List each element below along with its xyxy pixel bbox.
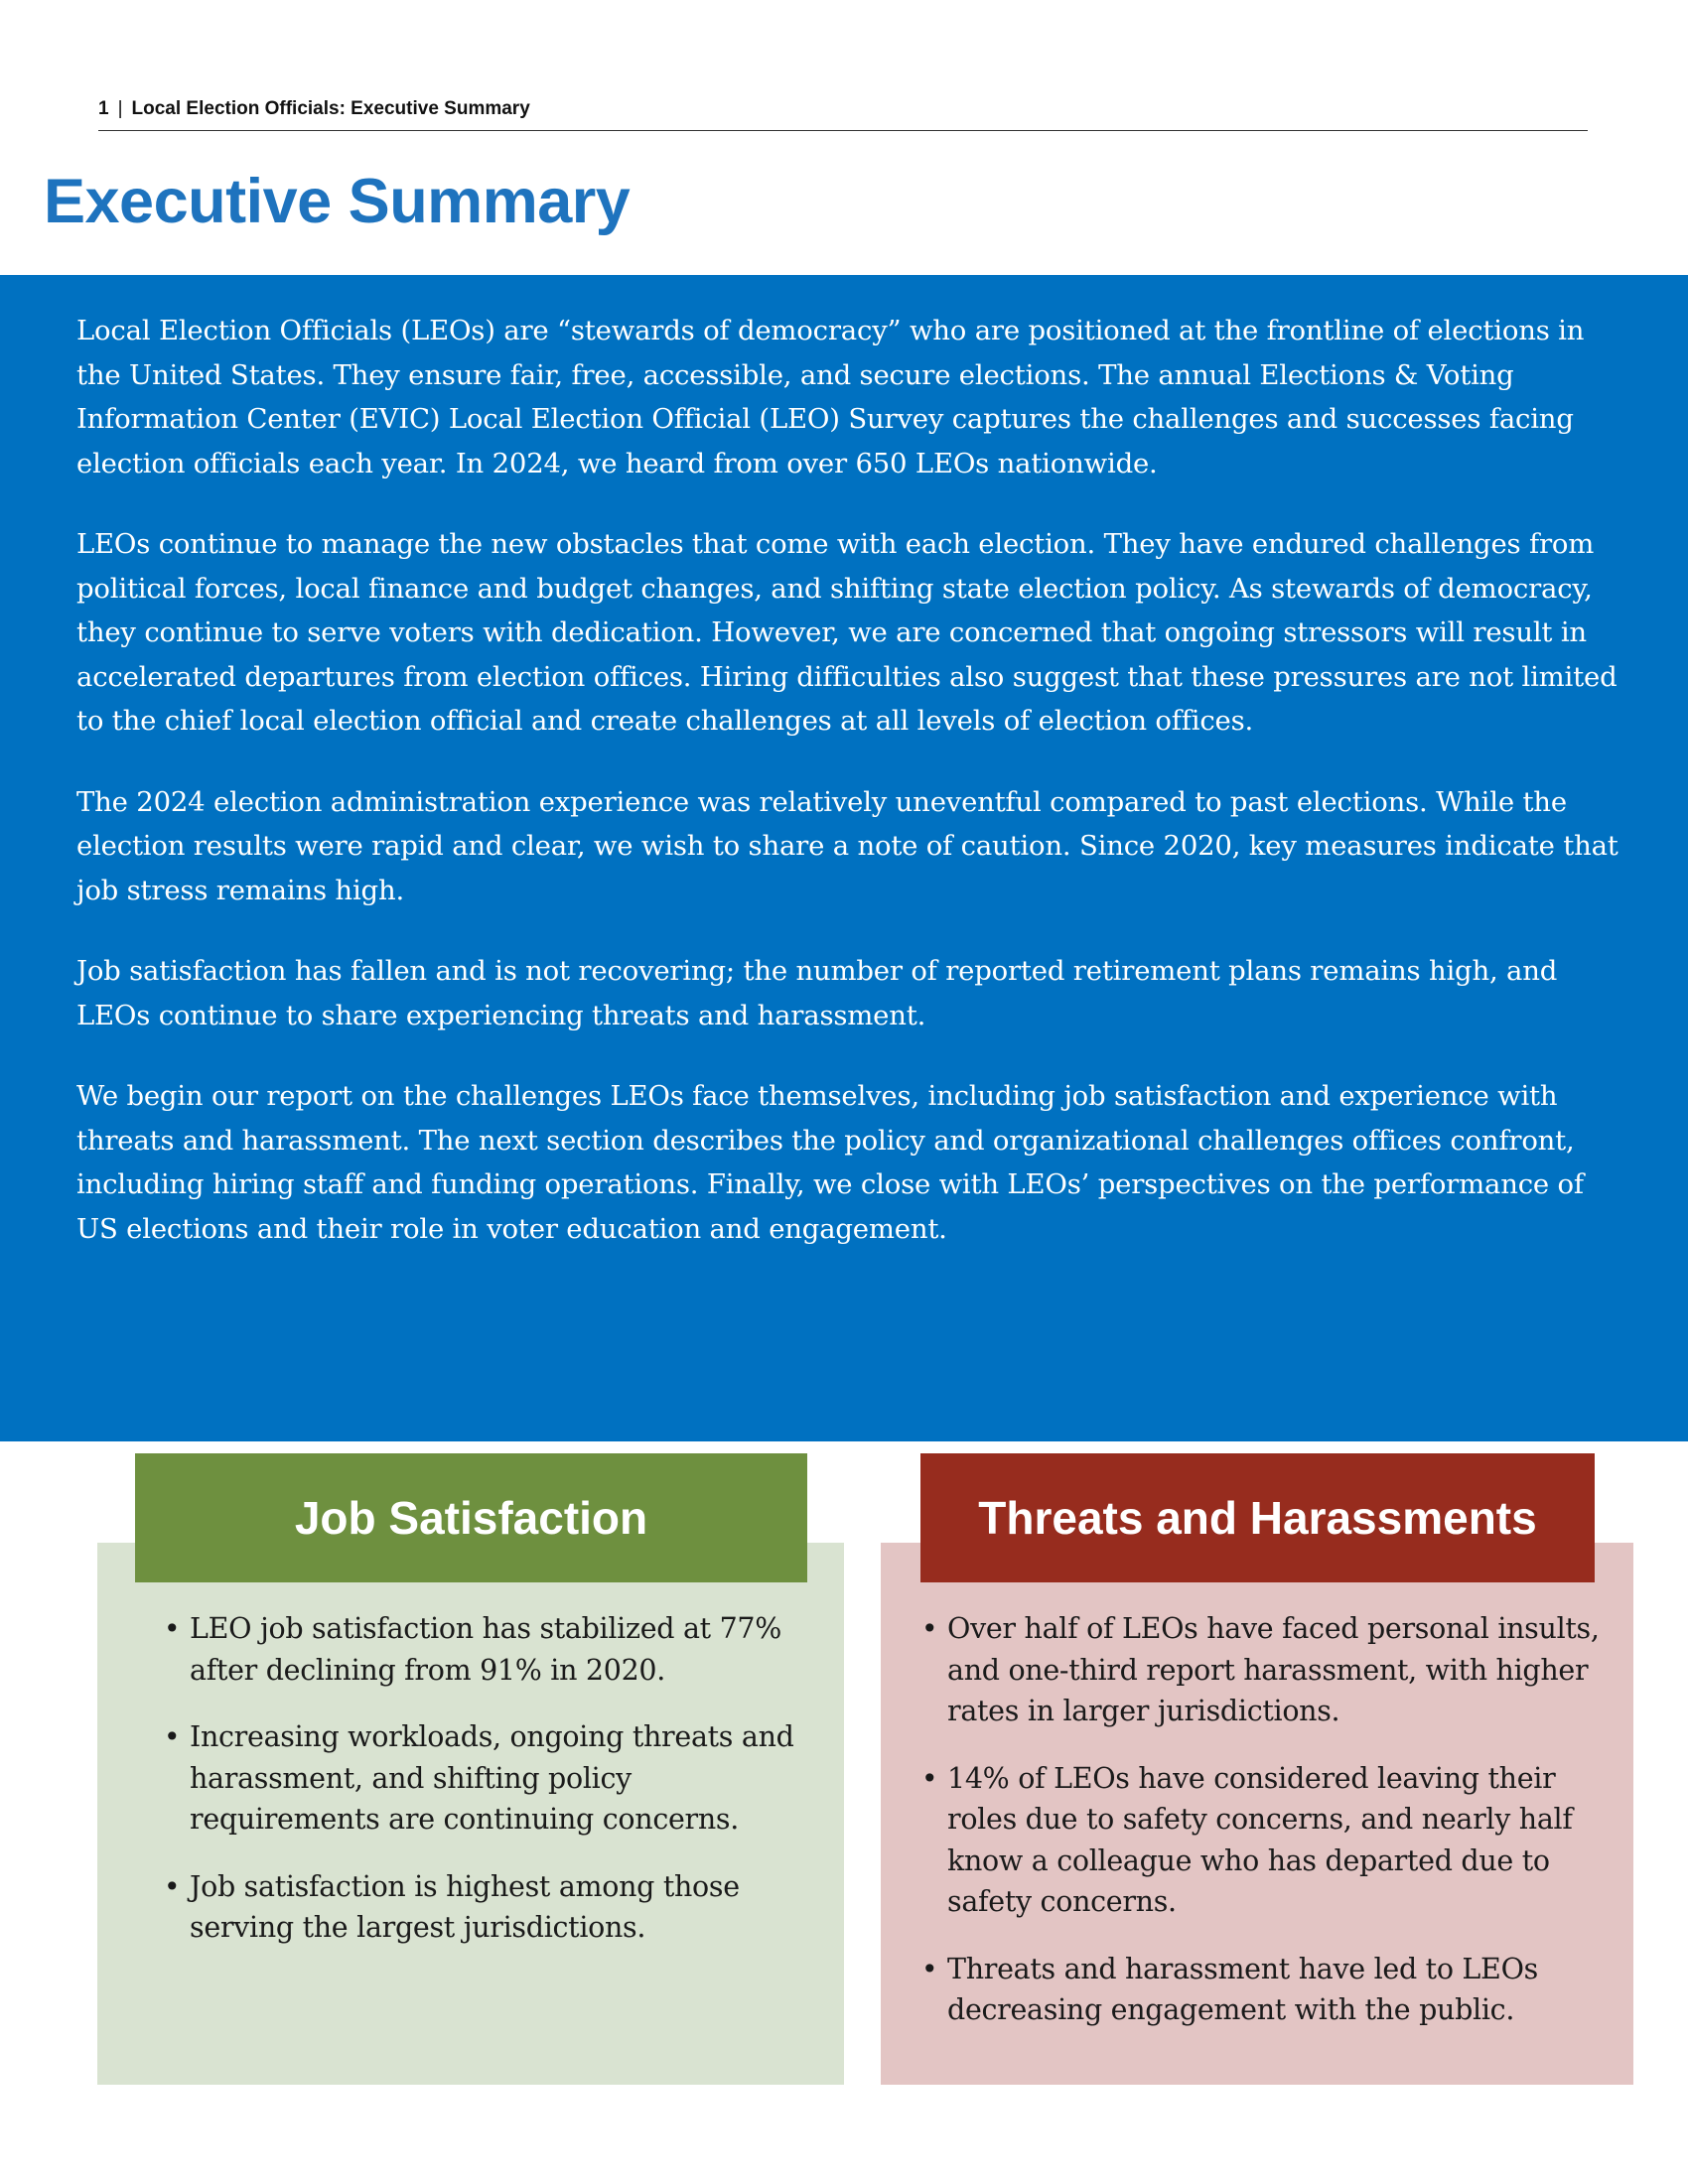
list-item <box>164 1608 800 1691</box>
intro-paragraph: We begin our report on the challenges LEOs face themselves, including job satisfaction and experience with threats and harassment. The next section describes the policy and organizational challenges offices confront, including hiring staff and funding operations. Finally, we close with LEOs’ perspectives on the performance of US elections and their role in voter education and engagement. <box>76 1080 1584 1245</box>
bullet-text: Threats and harassment have led to LEOs decreasing engagement with the public. <box>947 1952 1538 2026</box>
list-item <box>164 1866 800 1949</box>
bullet-icon: • <box>921 1761 938 1795</box>
threats-list <box>921 1608 1604 2057</box>
list-item <box>921 1949 1604 2031</box>
page-title: Executive Summary <box>44 167 631 236</box>
intro-paragraph: Local Election Officials (LEOs) are “stewards of democracy” who are positioned at the frontline of elections in the United States. They ensure fair, free, accessible, and secure elections. The annual Elections & Voting Information Center (EVIC) Local Election Official (LEO) Survey captures the challenges and successes facing election officials each year. In 2024, we heard from over 650 LEOs nationwide. <box>76 315 1585 479</box>
list-item <box>164 1716 800 1841</box>
bullet-icon: • <box>164 1869 181 1903</box>
list-item <box>921 1758 1604 1923</box>
job-satisfaction-heading: Job Satisfaction <box>135 1453 807 1582</box>
threats-panel <box>881 1543 1633 2085</box>
bullet-icon: • <box>164 1720 181 1753</box>
intro-section <box>0 275 1688 1441</box>
intro-paragraph: Job satisfaction has fallen and is not recovering; the number of reported retirement plans remains high, and LEOs continue to share experiencing threats and harassment. <box>76 955 1558 1031</box>
bullet-icon: • <box>921 1952 938 1985</box>
running-header <box>98 96 1588 131</box>
bullet-icon: • <box>164 1612 181 1645</box>
bullet-text: Over half of LEOs have faced personal insults, and one-third report harassment, with higher rates in larger jurisdictions. <box>947 1612 1600 1727</box>
list-item <box>921 1608 1604 1732</box>
bullet-icon: • <box>921 1612 938 1645</box>
job-satisfaction-panel <box>97 1543 844 2085</box>
threats-heading: Threats and Harassments <box>920 1453 1595 1582</box>
intro-paragraph: The 2024 election administration experience was relatively uneventful compared to past elections. While the election results were rapid and clear, we wish to share a note of caution. Since 2020, key measures indicate that job stress remains high. <box>76 785 1618 906</box>
bullet-text: LEO job satisfaction has stabilized at 77% after declining from 91% in 2020. <box>190 1612 782 1687</box>
bullet-text: Job satisfaction is highest among those serving the largest jurisdictions. <box>190 1869 740 1944</box>
header-separator: | <box>117 98 123 119</box>
page-number: 1 <box>98 98 109 119</box>
job-satisfaction-list <box>164 1608 800 1975</box>
header-title: Local Election Officials: Executive Summary <box>131 98 530 119</box>
bullet-text: 14% of LEOs have considered leaving their roles due to safety concerns, and nearly half know a colleague who has departed due to safety concerns. <box>947 1761 1573 1918</box>
intro-paragraph: LEOs continue to manage the new obstacles that come with each election. They have endured challenges from political forces, local finance and budget changes, and shifting state election policy. As stewards of democracy, they continue to serve voters with dedication. However, we are concerned that ongoing stressors will result in accelerated departures from election offices. Hiring difficulties also suggest that these pressures are not limited to the chief local election official and create challenges at all levels of election offices. <box>76 528 1618 737</box>
bullet-text: Increasing workloads, ongoing threats and harassment, and shifting policy requirements are continuing concerns. <box>190 1720 794 1836</box>
